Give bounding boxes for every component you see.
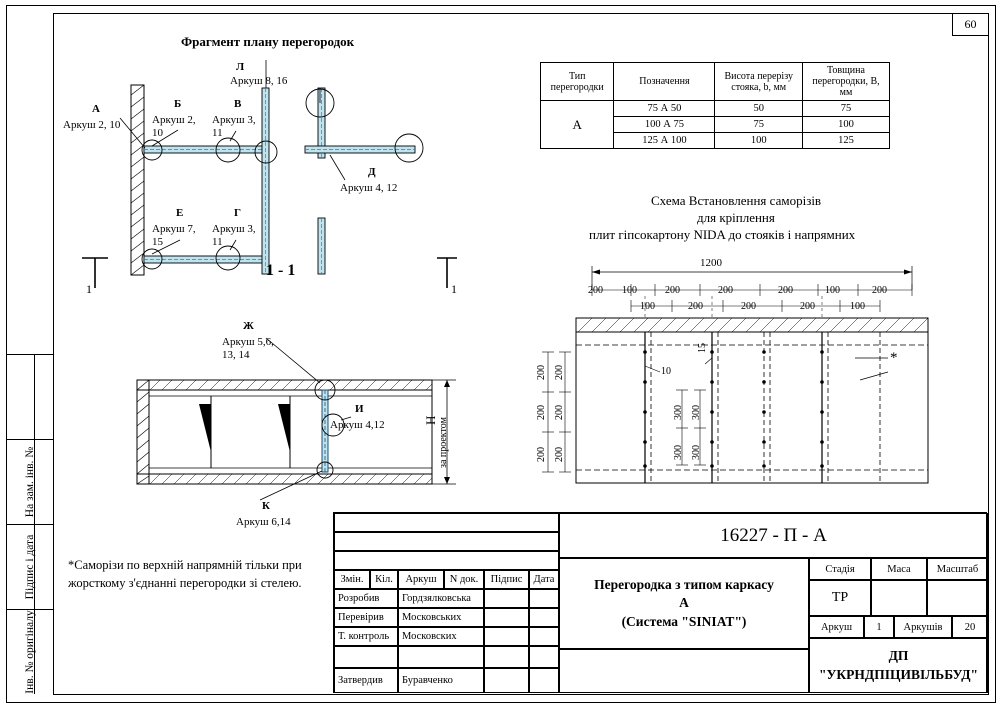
tb-col-data: Дата (529, 570, 559, 589)
title-block (333, 512, 987, 693)
screw-scheme-title-2: для кріплення (697, 210, 775, 225)
plan-title: Фрагмент плану перегородок (181, 34, 355, 49)
callout-V: В (234, 98, 242, 110)
tb-col-kil: Кіл. (370, 570, 398, 589)
tb-mass-value (871, 580, 927, 616)
callout-I-ref: Аркуш 4,12 (330, 419, 385, 431)
tb-name-2: Московських (398, 608, 484, 627)
tb-sheets-label: Аркушів (894, 616, 952, 638)
dim-top2-1: 200 (688, 301, 703, 312)
tb-sign-3 (484, 627, 529, 646)
tb-date-1 (529, 589, 559, 608)
tb-sign-1 (484, 589, 529, 608)
tb-mass-header: Маса (871, 558, 927, 580)
th-type: Тип перегородки (541, 63, 614, 101)
dim-top1-5: 100 (825, 285, 840, 296)
tb-scale-header: Масштаб (927, 558, 988, 580)
dim-left-0: 200 (536, 365, 547, 380)
screw-scheme-title-1: Схема Встановлення саморізів (651, 193, 822, 208)
cell-type-A: А (541, 101, 614, 149)
dimension-H: Н (423, 415, 438, 425)
dim-inner-0: 300 (673, 405, 684, 420)
callout-V-ref2: 11 (212, 127, 223, 139)
tb-name-1: Гордзялковська (398, 589, 484, 608)
callout-Zh: Ж (243, 320, 254, 332)
callout-K-ref: Аркуш 6,14 (236, 516, 291, 528)
tb-drawing-number: 16227 - П - А (720, 524, 827, 546)
left-strip-label-2: На зам. інв. № (23, 446, 36, 518)
cell-designation-1: 75 А 50 (614, 101, 715, 117)
dim-overall-1200: 1200 (700, 257, 722, 269)
th-thickness: Товщина перегородки, В, мм (802, 63, 889, 101)
screw-scheme-title-3: плит гіпсокартону NIDA до стояків і напрямних (589, 227, 856, 242)
callout-A-ref: Аркуш 2, 10 (63, 119, 121, 131)
callout-L-ref: Аркуш 8, 16 (230, 75, 288, 87)
section-mark-right: 1 (451, 282, 457, 296)
tb-stage-value: ТР (809, 580, 871, 616)
cell-B-3: 125 (802, 133, 889, 149)
dim-inner-1: 300 (673, 445, 684, 460)
th-designation: Позначення (614, 63, 715, 101)
tb-org-line2: "УКРНДПІЦИВІЛЬБУД" (818, 666, 978, 682)
section-title: 1 - 1 (266, 262, 296, 279)
tb-role-4 (334, 646, 398, 668)
dim-misc-15: 15 (697, 343, 708, 353)
left-strip-label-3: Підпис і дата (23, 534, 36, 600)
tb-object-line1: Перегородка з типом каркасу (594, 577, 774, 593)
section-mark-left: 1 (86, 282, 92, 296)
tb-blank-3 (334, 551, 559, 570)
callout-G-ref2: 11 (212, 236, 223, 248)
tb-col-arkush: Аркуш (398, 570, 444, 589)
callout-Zh-ref2: 13, 14 (222, 349, 250, 361)
tb-date-2 (529, 608, 559, 627)
tb-sheets-value: 20 (952, 616, 988, 638)
dimension-note: за проектом (438, 417, 449, 468)
tb-object-blank (559, 649, 809, 693)
cell-b-1: 50 (715, 101, 803, 117)
dim-misc-10: 10 (661, 366, 671, 377)
callout-E: Е (176, 207, 184, 219)
left-strip-label-4: Інв. № оригіналу (23, 610, 36, 694)
callout-E-ref2: 15 (152, 236, 163, 248)
dim-top1-4: 200 (778, 285, 793, 296)
dim-inner-2: 300 (691, 405, 702, 420)
callout-G: Г (234, 207, 241, 219)
cell-b-3: 100 (715, 133, 803, 149)
tb-role-2: Перевірив (334, 608, 398, 627)
cell-designation-2: 100 А 75 (614, 117, 715, 133)
tb-scale-value (927, 580, 988, 616)
callout-D: Д (368, 166, 376, 178)
tb-name-4 (398, 646, 484, 668)
dim-inner-3: 300 (691, 445, 702, 460)
tb-sign-2 (484, 608, 529, 627)
callout-A: А (92, 103, 100, 115)
tb-blank-1 (334, 513, 559, 532)
callout-Zh-ref1: Аркуш 5,6, (222, 336, 274, 348)
dim-left-5: 200 (554, 447, 565, 462)
tb-role-3: Т. контроль (334, 627, 398, 646)
cell-b-2: 75 (715, 117, 803, 133)
callout-L: Л (236, 61, 245, 73)
tb-name-3: Московских (398, 627, 484, 646)
dim-left-3: 200 (554, 365, 565, 380)
tb-object-name (559, 558, 809, 649)
callout-B-ref1: Аркуш 2, (152, 114, 196, 126)
tb-organization (809, 638, 988, 693)
dim-top2-3: 200 (800, 301, 815, 312)
callout-B-ref2: 10 (152, 127, 163, 139)
callout-E-ref1: Аркуш 7, (152, 223, 196, 235)
tb-blank-2 (334, 532, 559, 551)
tb-object-line3: (Система "SINIAT") (621, 613, 747, 629)
tb-col-pidpys: Підпис (484, 570, 529, 589)
dim-left-1: 200 (536, 405, 547, 420)
page-number: 60 (952, 13, 988, 36)
tb-date-3 (529, 627, 559, 646)
dim-left-4: 200 (554, 405, 565, 420)
cell-B-1: 75 (802, 101, 889, 117)
tb-sign-5 (484, 668, 529, 693)
callout-V-ref1: Аркуш 3, (212, 114, 256, 126)
tb-drawing-number-wrap (559, 513, 988, 558)
tb-role-1: Розробив (334, 589, 398, 608)
tb-object-line2: А (679, 595, 689, 611)
dim-top2-0: 100 (640, 301, 655, 312)
dim-top1-3: 200 (718, 285, 733, 296)
th-section-height: Висота перерізу стояка, b, мм (715, 63, 803, 101)
asterisk-marker: * (890, 350, 898, 366)
tb-sheet-value: 1 (864, 616, 894, 638)
callout-B: Б (174, 98, 182, 110)
tb-date-4 (529, 646, 559, 668)
dim-top1-2: 200 (665, 285, 680, 296)
cell-B-2: 100 (802, 117, 889, 133)
tb-date-5 (529, 668, 559, 693)
tb-sign-4 (484, 646, 529, 668)
footnote: *Саморізи по верхній напрямній тільки при жорсткому з'єднанні перегородки зі стелею. (68, 558, 302, 591)
tb-stage-header: Стадія (809, 558, 871, 580)
callout-I: И (355, 403, 364, 415)
tb-role-5: Затвердив (334, 668, 398, 693)
tb-sheet-label: Аркуш (809, 616, 864, 638)
tb-name-5: Буравченко (398, 668, 484, 693)
dim-left-2: 200 (536, 447, 547, 462)
callout-G-ref1: Аркуш 3, (212, 223, 256, 235)
dim-top2-2: 200 (741, 301, 756, 312)
callout-D-ref: Аркуш 4, 12 (340, 182, 398, 194)
cell-designation-3: 125 А 100 (614, 133, 715, 149)
tb-org-line1: ДП (888, 647, 909, 663)
dim-top1-1: 100 (622, 285, 637, 296)
dim-top2-4: 100 (850, 301, 865, 312)
tb-col-zmin: Змін. (334, 570, 370, 589)
dim-top1-0: 200 (588, 285, 603, 296)
tb-col-ndok: N док. (444, 570, 484, 589)
callout-K: К (262, 500, 270, 512)
dim-top1-6: 200 (872, 285, 887, 296)
